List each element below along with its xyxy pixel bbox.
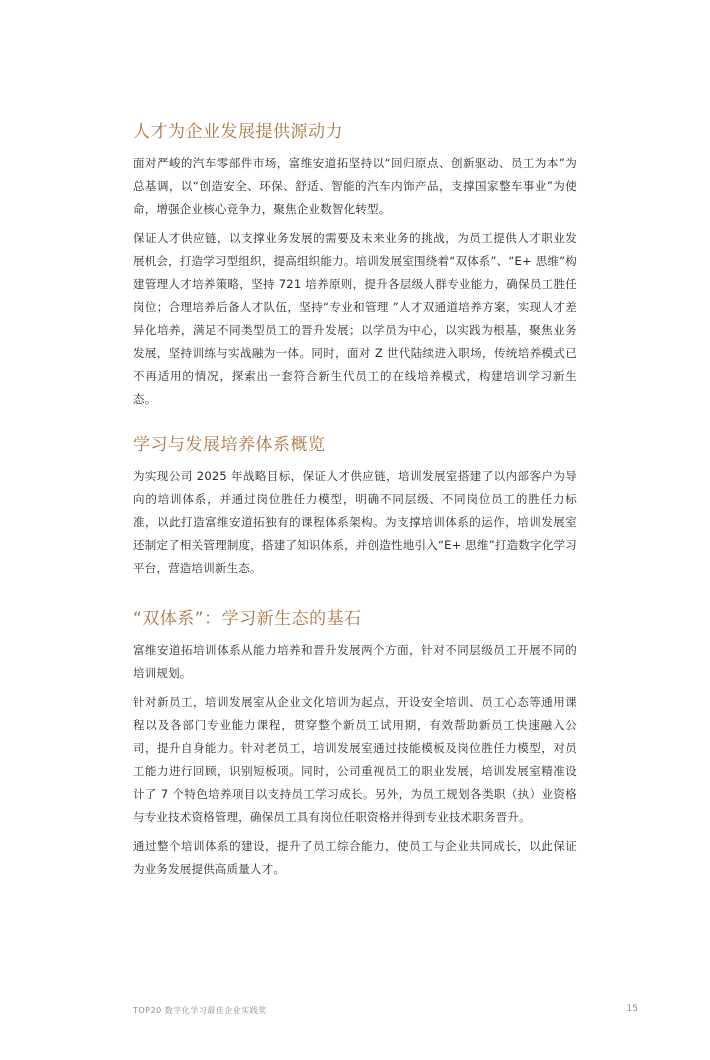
paragraph: 保证人才供应链，以支撑业务发展的需要及未来业务的挑战，为员工提供人才职业发展机会，打造学习型组织，提高组织能力。培训发展室围绕着“双体系”、“E+ 思维”构建管理人才培养策略，坚持 721 培养原则，提升各层级人群专业能力，确保员工胜任岗位；合理培养后备人才队伍，坚持“专业和管理 ”人才双通道培养方案，实现人才差异化培养，满足不同类型员工的晋升发展；以学员为中心，以实践为根基，聚焦业务发展，坚持训练与实战融为一体。同时，面对 Z 世代陆续进入职场，传统培养模式已不再适用的情况，探索出一套符合新生代员工的在线培养模式，构建培训学习新生态。 xyxy=(133,231,577,406)
paragraph: 为实现公司 2025 年战略目标，保证人才供应链，培训发展室搭建了以内部客户为导向的培训体系，并通过岗位胜任力模型，明确不同层级、不同岗位员工的胜任力标准，以此打造富维安道拓独有的课程体系架构。为支撑培训体系的运作，培训发展室还制定了相关管理制度，搭建了知识体系，并创造性地引入“E+ 思维”打造数字化学习平台，营造培训新生态。 xyxy=(133,469,577,575)
page-number: 15 xyxy=(626,1004,638,1014)
paragraph: 针对新员工，培训发展室从企业文化培训为起点，开设安全培训、员工心态等通用课程以及各部门专业能力课程，贯穿整个新员工试用期，有效帮助新员工快速融入公司，提升自身能力。针对老员工，培训发展室通过技能模板及岗位胜任力模型，对员工能力进行回顾，识别短板项。同时，公司重视员工的职业发展，培训发展室精准设计了 7 个特色培养项目以支持员工学习成长。另外，为员工规划各类职（执）业资格与专业技术资格管理，确保员工具有岗位任职资格并得到专业技术职务晋升。 xyxy=(133,695,577,824)
footer-title: TOP20 数字化学习最佳企业实践奖 xyxy=(133,1006,267,1015)
main-content xyxy=(133,121,577,887)
paragraph: 通过整个培训体系的建设，提升了员工综合能力，使员工与企业共同成长，以此保证为业务发展提供高质量人才。 xyxy=(133,839,577,876)
section-heading-talent: 人才为企业发展提供源动力 xyxy=(133,122,343,142)
paragraph: 富维安道拓培训体系从能力培养和晋升发展两个方面，针对不同层级员工开展不同的培训规划。 xyxy=(133,643,577,680)
section-heading-overview: 学习与发展培养体系概览 xyxy=(133,435,326,455)
section-heading-dual-system: “双体系”：学习新生态的基石 xyxy=(133,609,362,629)
paragraph: 面对严峻的汽车零部件市场，富维安道拓坚持以“回归原点、创新驱动、员工为本”为总基调，以“创造安全、环保、舒适、智能的汽车内饰产品，支撑国家整车事业”为使命，增强企业核心竞争力，聚焦企业数智化转型。 xyxy=(133,156,577,216)
